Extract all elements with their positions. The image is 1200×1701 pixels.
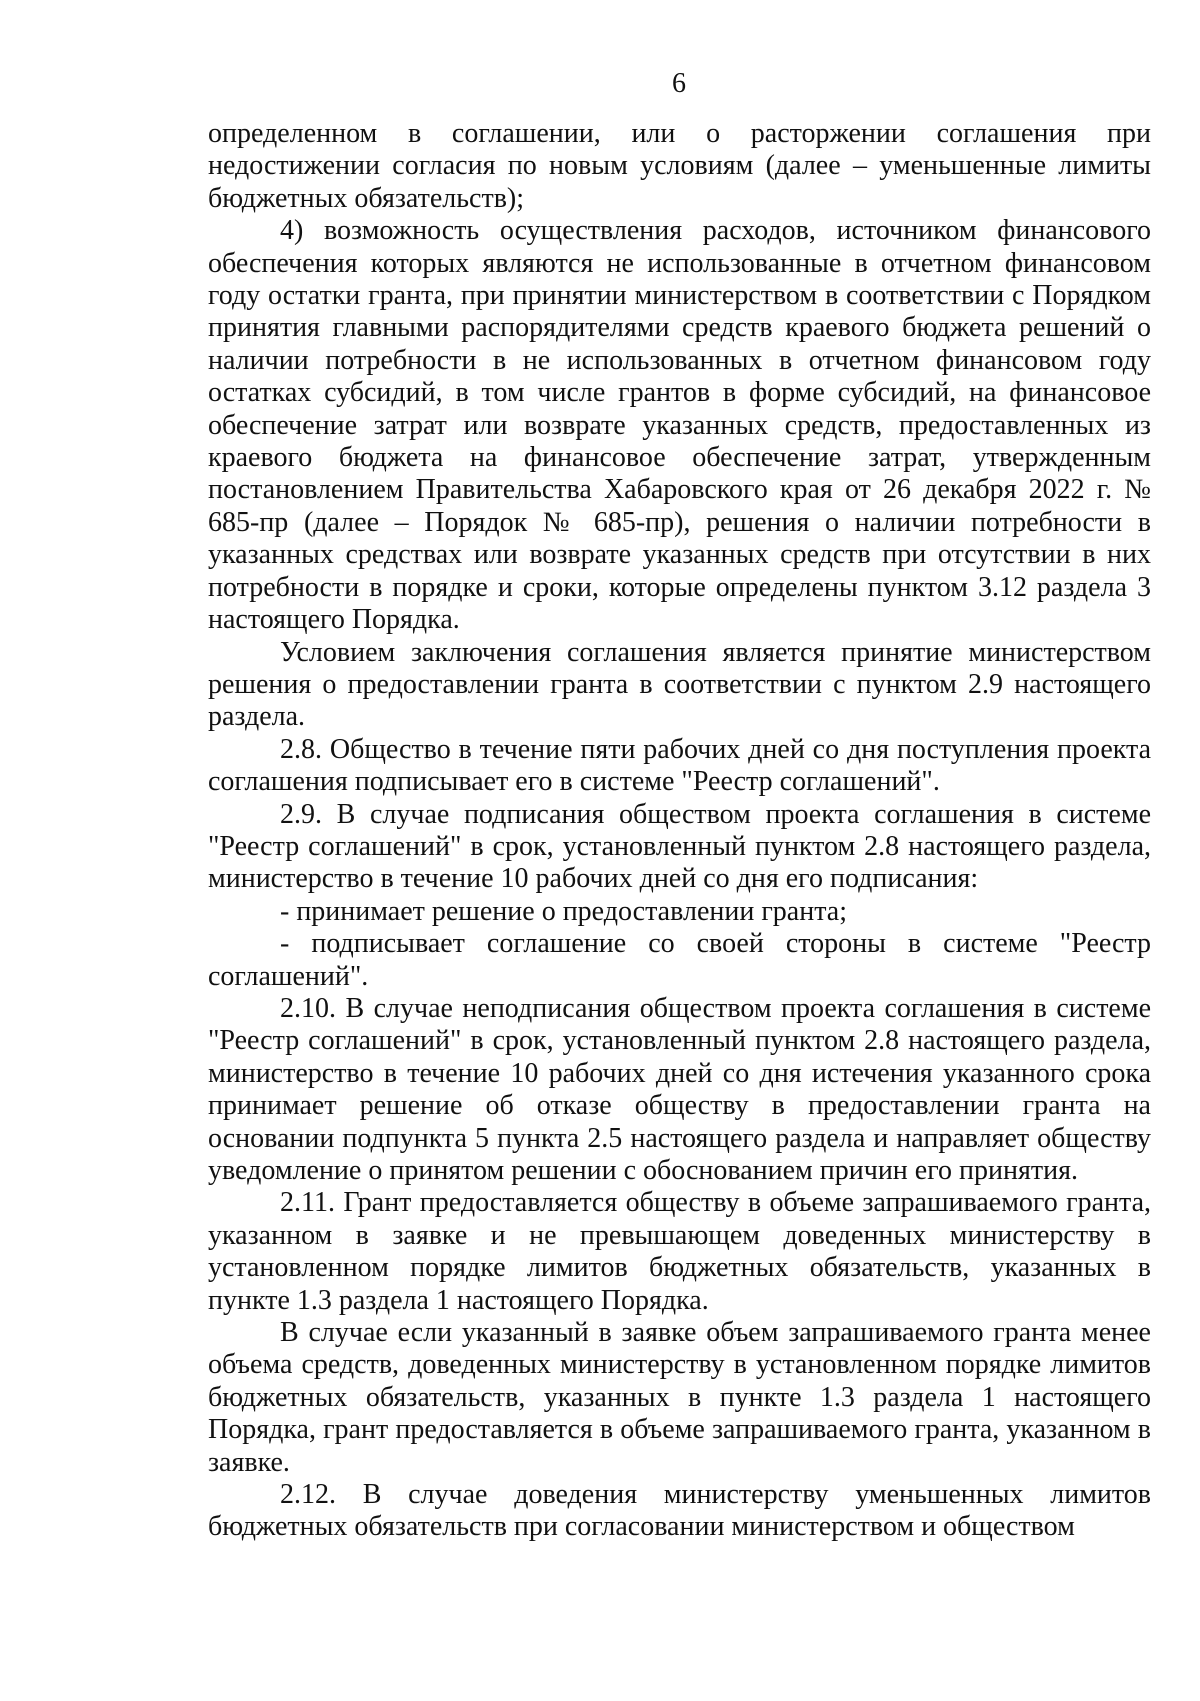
paragraph-2-10: 2.10. В случае неподписания обществом проекта соглашения в системе "Реестр соглашений" в срок, установленный пунктом 2.8 настоящего раздела, министерство в течение 10 рабочих дней со дня истечения указанного срока принимает решение об отказе обществу в предоставлении гранта на основании подпункта 5 пункта 2.5 настоящего раздела и направляет обществу уведомление о принятом решении с обоснованием причин его принятия.: [208, 992, 1151, 1186]
paragraph-2-8: 2.8. Общество в течение пяти рабочих дней со дня поступления проекта соглашения подписывает его в системе "Реестр соглашений".: [208, 733, 1151, 798]
paragraph-2-11-case: В случае если указанный в заявке объем запрашиваемого гранта менее объема средств, доведенных министерству в установленном порядке лимитов бюджетных обязательств, указанных в пункте 1.3 раздела 1 настоящего Порядка, грант предоставляется в объеме запрашиваемого гранта, указанном в заявке.: [208, 1317, 1151, 1478]
paragraph-2-9-bullet-1: - принимает решение о предоставлении гранта;: [280, 895, 847, 927]
paragraph-2-9-bullet-2: - подписывает соглашение со своей стороны в системе "Реестр соглашений".: [208, 928, 1151, 992]
paragraph-2-12: 2.12. В случае доведения министерству уменьшенных лимитов бюджетных обязательств при согласовании министерством и обществом: [208, 1479, 1151, 1543]
paragraph-item-4: 4) возможность осуществления расходов, источником финансового обеспечения которых являются не использованные в отчетном финансовом году остатки гранта, при принятии министерством в соответствии с Порядком принятия главными распорядителями средств краевого бюджета решений о наличии потребности в не использованных в отчетном финансовом году остатках субсидий, в том числе грантов в форме субсидий, на финансовое обеспечение затрат или возврате указанных средств, предоставленных из краевого бюджета на финансовое обеспечение затрат, утвержденным постановлением Правительства Хабаровского края от 26 декабря 2022 г. № 685-пр (далее – Порядок № 685-пр), решения о наличии потребности в указанных средствах или возврате указанных средств при отсутствии в них потребности в порядке и сроки, которые определены пунктом 3.12 раздела 3 настоящего Порядка.: [208, 215, 1151, 636]
page-number: 6: [672, 68, 686, 99]
paragraph-2-9: 2.9. В случае подписания обществом проекта соглашения в системе "Реестр соглашений" в срок, установленный пунктом 2.8 настоящего раздела, министерство в течение 10 рабочих дней со дня его подписания:: [208, 798, 1151, 895]
document-body: [208, 118, 1151, 1544]
paragraph-2-11: 2.11. Грант предоставляется обществу в объеме запрашиваемого гранта, указанном в заявке и не превышающем доведенных министерству в установленном порядке лимитов бюджетных обязательств, указанных в пункте 1.3 раздела 1 настоящего Порядка.: [208, 1187, 1151, 1316]
paragraph-continued: определенном в соглашении, или о расторжении соглашения при недостижении согласия по новым условиям (далее – уменьшенные лимиты бюджетных обязательств);: [208, 118, 1151, 214]
paragraph-agreement-condition: Условием заключения соглашения является принятие министерством решения о предоставлении гранта в соответствии с пунктом 2.9 настоящего раздела.: [208, 636, 1151, 733]
